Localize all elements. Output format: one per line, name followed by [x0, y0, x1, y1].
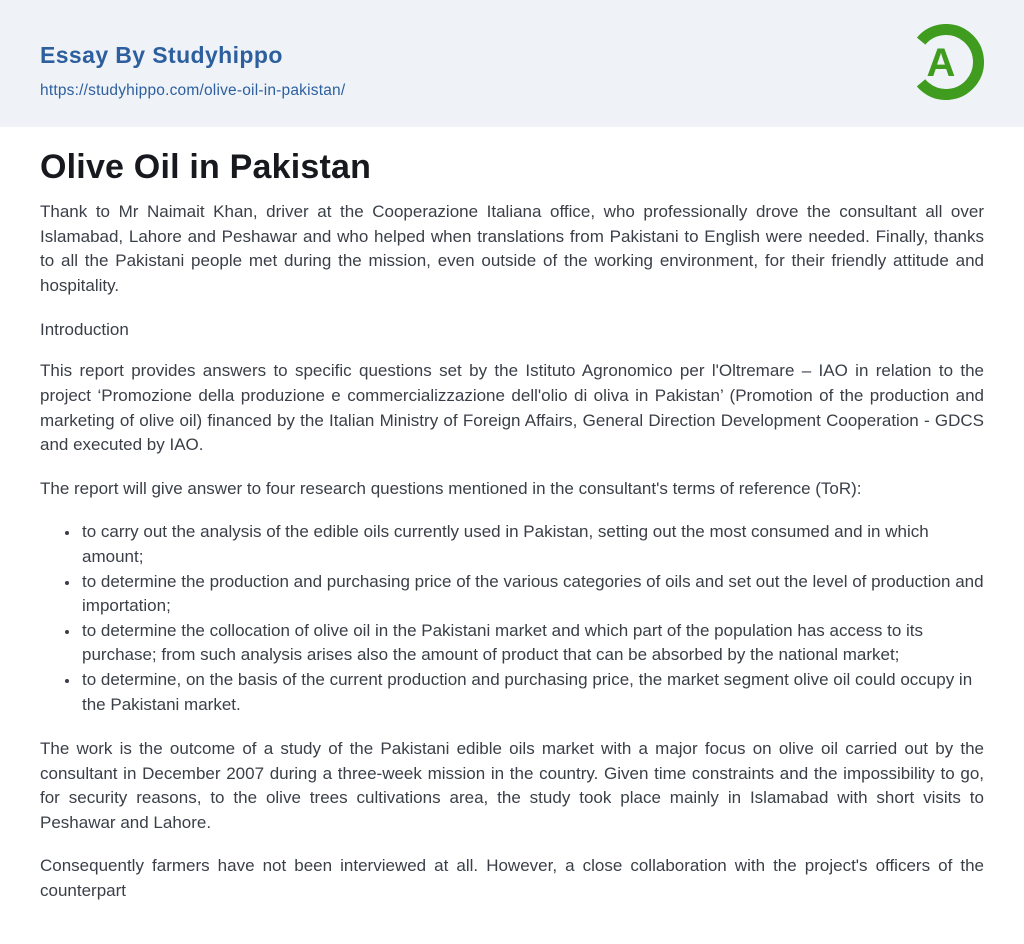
list-item: • to determine the collocation of olive oil in the Pakistani market and which part of the population has access to its purchase; from such analysis arises also the amount of product that can be absorbed by the national market; [80, 619, 984, 668]
paragraph-consequently: Consequently farmers have not been interviewed at all. However, a close collaboration with the project's officers of the counterpart [40, 856, 984, 901]
paragraph-acknowledgements: Thank to Mr Naimait Khan, driver at the Cooperazione Italiana office, who professionally drove the consultant all over Islamabad, Lahore and Peshawar and who helped when translations from Pakistani to English were needed. Finally, thanks to all the Pakistani people met during the mission, even outside of the working environment, for their friendly attitude and hospitality. [40, 202, 984, 295]
studyhippo-logo[interactable] [908, 24, 984, 100]
paragraph-tor-intro: The report will give answer to four research questions mentioned in the consultant's terms of reference (ToR): [40, 478, 862, 498]
page-title: Olive Oil in Pakistan [40, 148, 372, 186]
brand-title: Essay By Studyhippo [40, 42, 283, 68]
list-item: • to carry out the analysis of the edible oils currently used in Pakistan, setting out the most consumed and in which amount; [80, 520, 984, 569]
logo-ring-icon [908, 24, 984, 100]
section-heading-introduction: Introduction [40, 320, 129, 340]
page-header [0, 0, 1024, 127]
page-url-link[interactable]: https://studyhippo.com/olive-oil-in-pakistan/ [40, 82, 346, 99]
paragraph-study-outcome: The work is the outcome of a study of the Pakistani edible oils market with a major focus on olive oil carried out by the consultant in December 2007 during a three-week mission in the country. Given time constraints and the impossibility to go, for security reasons, to the olive trees cultivations area, the study took place mainly in Islamabad with short visits to Peshawar and Lahore. [40, 739, 984, 832]
list-item: • to determine the production and purchasing price of the various categories of oils and set out the level of production and importation; [80, 570, 984, 619]
document-body [0, 127, 1024, 904]
research-questions-list [40, 520, 984, 717]
list-item: • to determine, on the basis of the current production and purchasing price, the market segment olive oil could occupy in the Pakistani market. [80, 668, 984, 717]
logo-letter: A [926, 41, 956, 85]
paragraph-report-scope: This report provides answers to specific questions set by the Istituto Agronomico per l'Oltremare – IAO in relation to the project ‘Promozione della produzione e commercializzazione dell'olio di oliva in Pakistan’ (Promotion of the production and marketing of olive oil) financed by the Italian Ministry of Foreign Affairs, General Direction Development Cooperation - GDCS and executed by IAO. [40, 361, 984, 455]
